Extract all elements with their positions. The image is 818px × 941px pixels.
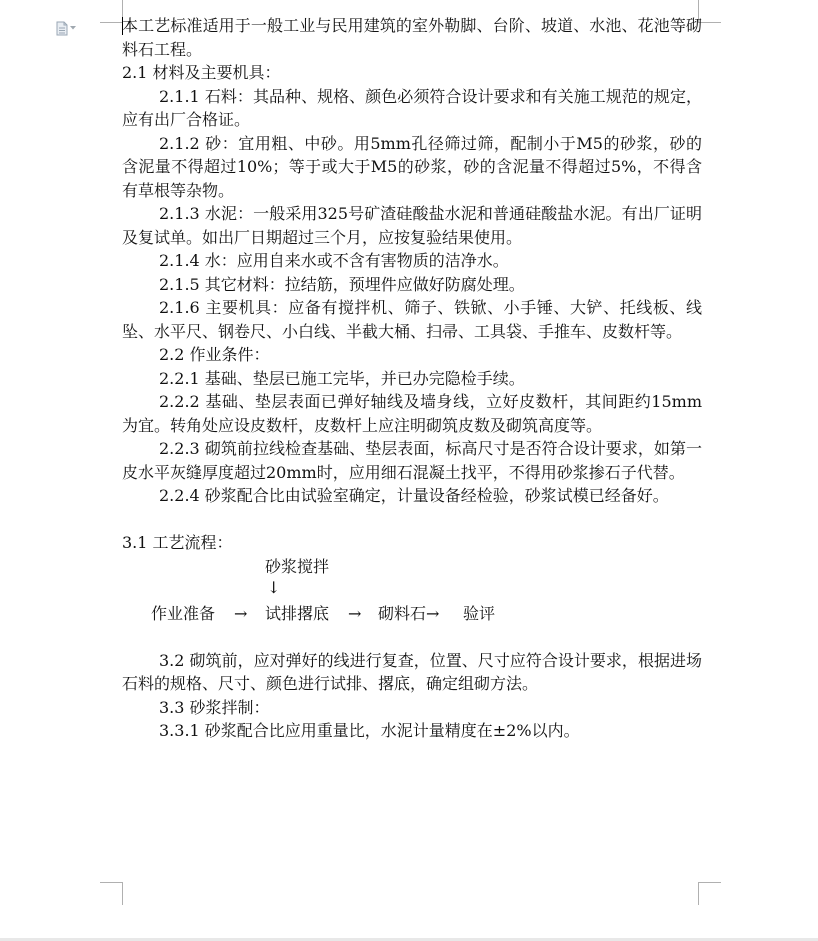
flow-arrow-2: → <box>348 603 362 623</box>
paragraph-2-1-3: 2.1.3 水泥：一般采用325号矿渣硅酸盐水泥和普通硅酸盐水泥。有出厂证明及复试单。如出厂日期超过三个月，应按复验结果使用。 <box>122 204 702 247</box>
paragraph-2-1-5: 2.1.5 其它材料：拉结筋，预埋件应做好防腐处理。 <box>159 274 525 294</box>
margin-corner-bottom-left <box>100 882 123 905</box>
heading-2-1: 2.1 材料及主要机具： <box>122 63 281 82</box>
paragraph-2-2-1: 2.2.1 基础、垫层已施工完毕，并已办完隐检手续。 <box>159 368 525 388</box>
document-icon <box>56 21 68 36</box>
flow-arrow-1: → <box>234 603 248 623</box>
flow-step-1: 作业准备 <box>151 603 216 623</box>
heading-3-3: 3.3 砂浆拌制： <box>159 697 270 717</box>
flow-step-3: 砌料石→ <box>378 603 440 623</box>
flow-top-step: 砂浆搅拌 <box>265 556 330 576</box>
paragraph-menu-button[interactable] <box>56 20 80 36</box>
margin-corner-bottom-right <box>698 882 721 905</box>
paragraph-2-2-2: 2.2.2 基础、垫层表面已弹好轴线及墙身线，立好皮数杆，其间距约15mm为宜。转角处应设皮数杆，皮数杆上应注明砌筑皮数及砌筑高度等。 <box>122 392 702 435</box>
caret-down-icon <box>70 26 76 30</box>
flow-down-arrow: ↓ <box>267 577 281 597</box>
flow-step-2: 试排撂底 <box>265 603 330 623</box>
paragraph-2-1-4: 2.1.4 水：应用自来水或不含有害物质的洁净水。 <box>159 251 509 270</box>
process-flow <box>122 555 702 649</box>
paragraph-3-3-1: 3.3.1 砂浆配合比应用重量比，水泥计量精度在±2%以内。 <box>159 721 580 740</box>
blank-line <box>122 508 702 532</box>
paragraph-2-2-3: 2.2.3 砌筑前拉线检查基础、垫层表面，标高尺寸是否符合设计要求，如第一皮水平灰缝厚度超过20mm时，应用细石混凝土找平，不得用砂浆掺石子代替。 <box>122 439 702 482</box>
document-text[interactable] <box>122 14 702 743</box>
paragraph-2-1-1: 2.1.1 石料：其品种、规格、颜色必须符合设计要求和有关施工规范的规定，应有出厂合格证。 <box>122 86 702 129</box>
flow-step-4: 验评 <box>463 603 496 623</box>
margin-corner-top-left <box>100 0 123 23</box>
paragraph-2-2-4: 2.2.4 砂浆配合比由试验室确定，计量设备经检验，砂浆试模已经备好。 <box>159 486 669 505</box>
heading-2-2: 2.2 作业条件： <box>159 345 270 364</box>
paragraph-3-2: 3.2 砌筑前，应对弹好的线进行复查，位置、尺寸应符合设计要求，根据进场石料的规格、尺寸、颜色进行试排、撂底，确定组砌方法。 <box>122 650 702 693</box>
intro-paragraph: 本工艺标准适用于一般工业与民用建筑的室外勒脚、台阶、坡道、水池、花池等砌料石工程。 <box>122 16 702 59</box>
paragraph-2-1-2: 2.1.2 砂：宜用粗、中砂。用5mm孔径筛过筛，配制小于M5的砂浆，砂的含泥量不得超过10%；等于或大于M5的砂浆，砂的含泥量不得超过5%，不得含有草根等杂物。 <box>122 133 702 200</box>
heading-3-1: 3.1 工艺流程： <box>122 533 233 552</box>
paragraph-2-1-6: 2.1.6 主要机具：应备有搅拌机、筛子、铁锨、小手锤、大铲、托线板、线坠、水平尺、钢卷尺、小白线、半截大桶、扫帚、工具袋、手推车、皮数杆等。 <box>122 298 702 341</box>
